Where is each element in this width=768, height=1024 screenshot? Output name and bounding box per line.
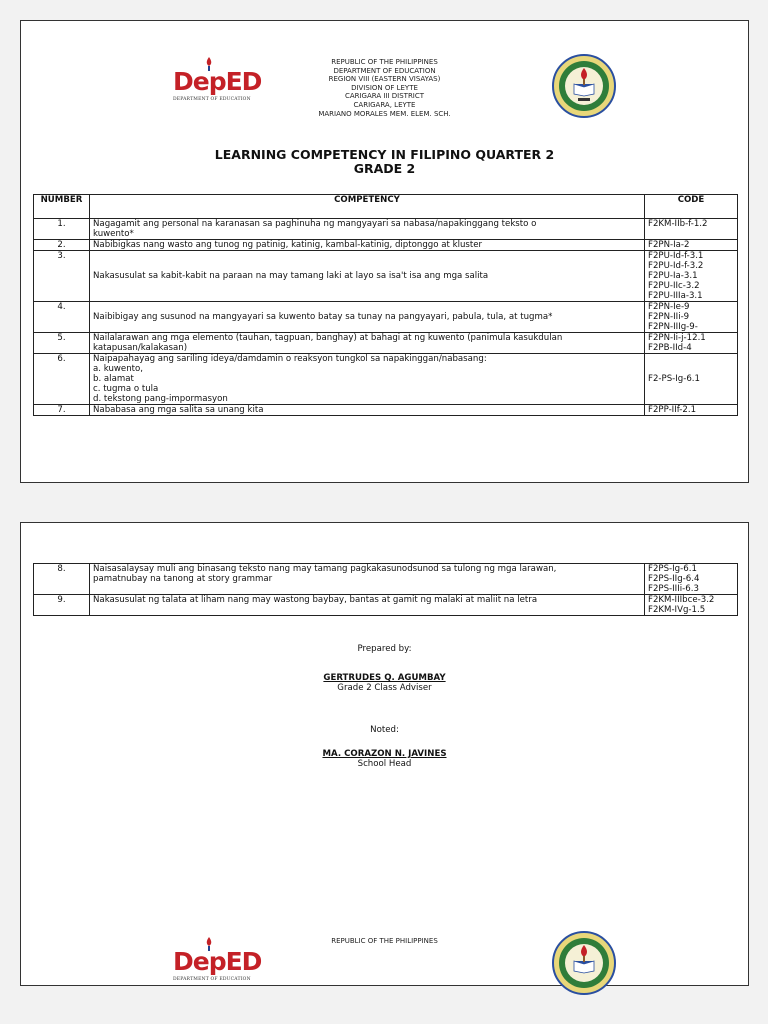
code-line: F2PU-IIc-3.2 — [648, 281, 700, 291]
prepared-by-label: Prepared by: — [357, 644, 412, 654]
table-row — [34, 302, 738, 333]
logo-text-part: ED — [225, 947, 262, 976]
row-number: 6. — [34, 354, 90, 405]
prepared-by-title: Grade 2 Class Adviser — [337, 683, 432, 693]
row-competency — [90, 354, 645, 405]
code-line: F2PU-Id-f-3.1 — [648, 251, 704, 261]
code-line: F2PS-IIg-6.4 — [648, 574, 700, 584]
row-code — [645, 564, 738, 595]
competency-line: kuwento* — [93, 229, 134, 239]
competency-line: Nabibigkas nang wasto ang tunog ng patinig, katinig, kambal-katinig, diptonggo at kluster — [93, 240, 483, 250]
document-page-1 — [20, 20, 749, 483]
code-line: F2PU-Id-f-3.2 — [648, 261, 704, 271]
row-code — [645, 219, 738, 240]
agency-line: CARIGARA III DISTRICT — [344, 92, 425, 101]
competency-line: pamatnubay na tanong at story grammar — [93, 574, 273, 584]
row-code — [645, 405, 738, 416]
competency-table — [33, 194, 738, 416]
row-number: 2. — [34, 240, 90, 251]
row-number: 9. — [34, 595, 90, 616]
row-number: 8. — [34, 564, 90, 595]
row-code — [645, 302, 738, 333]
row-competency — [90, 595, 645, 616]
agency-line: CARIGARA, LEYTE — [353, 100, 416, 109]
deped-logo-subtext: DEPARTMENT OF EDUCATION — [173, 977, 251, 982]
deped-logo-subtext: DEPARTMENT OF EDUCATION — [173, 97, 251, 102]
code-line: F2PS-Ig-6.1 — [648, 564, 697, 574]
agency-line: DIVISION OF LEYTE — [351, 83, 418, 92]
code-line: F2PU-Ia-3.1 — [648, 271, 698, 281]
code-line: F2PU-IIIa-3.1 — [648, 291, 703, 301]
competency-line: Nakasusulat ng talata at liham nang may wastong baybay, bantas at gamit ng malaki at maliit na letra — [93, 595, 538, 605]
logo-text-part: Dep — [173, 67, 226, 96]
header-code: CODE — [645, 195, 738, 219]
row-competency — [90, 564, 645, 595]
agency-line: REPUBLIC OF THE PHILIPPINES — [331, 58, 438, 66]
title-line-2: GRADE 2 — [353, 161, 416, 176]
code-line: F2PS-IIIi-6.3 — [648, 584, 699, 594]
table-row — [34, 354, 738, 405]
school-seal-icon — [552, 931, 616, 995]
row-competency — [90, 333, 645, 354]
table-row — [34, 405, 738, 416]
deped-logo — [173, 941, 262, 989]
row-code — [645, 354, 738, 405]
competency-line: b. alamat — [93, 374, 134, 384]
code-line: F2KM-IIb-f-1.2 — [648, 219, 708, 229]
code-line: F2PN-Ia-2 — [648, 240, 690, 250]
table-row — [34, 240, 738, 251]
competency-line: a. kuwento, — [93, 364, 144, 374]
logo-text-part: ED — [225, 67, 262, 96]
table-row — [34, 251, 738, 302]
code-line: F2KM-IIIbce-3.2 — [648, 595, 715, 605]
row-competency — [90, 240, 645, 251]
noted-label: Noted: — [370, 725, 399, 735]
row-competency — [90, 251, 645, 302]
header-number: NUMBER — [34, 195, 90, 219]
table-row — [34, 219, 738, 240]
row-competency — [90, 405, 645, 416]
competency-line: c. tugma o tula — [93, 384, 159, 394]
code-line: F2PN-IIi-9 — [648, 312, 690, 322]
agency-line: REPUBLIC OF THE PHILIPPINES — [331, 937, 438, 945]
table-header-row — [34, 195, 738, 219]
agency-header — [21, 58, 748, 118]
document-title — [21, 148, 748, 176]
code-line: F2PP-IIf-2.1 — [648, 405, 697, 415]
noted-name: MA. CORAZON N. JAVINES — [322, 749, 447, 759]
noted-title: School Head — [357, 759, 412, 769]
row-competency — [90, 302, 645, 333]
row-code — [645, 333, 738, 354]
competency-line: Nakasusulat sa kabit-kabit na paraan na may tamang laki at layo sa isa't isa ang mga salita — [93, 271, 489, 281]
competency-line: Nagagamit ang personal na karanasan sa paghinuha ng mangyayari sa nabasa/napakinggang teksto o — [93, 219, 537, 229]
table-row — [34, 564, 738, 595]
competency-line: Naipapahayag ang sariling ideya/damdamin o reaksyon tungkol sa napakinggan/nabasang: — [93, 354, 487, 364]
code-line: F2-PS-Ig-6.1 — [648, 374, 701, 384]
row-number: 3. — [34, 251, 90, 302]
table-row — [34, 333, 738, 354]
competency-line: Naisasalaysay muli ang binasang teksto nang may tamang pagkakasunodsunod sa tulong ng mga larawan, — [93, 564, 557, 574]
row-number: 1. — [34, 219, 90, 240]
row-number: 4. — [34, 302, 90, 333]
competency-line: katapusan/kalakasan) — [93, 343, 188, 353]
code-line: F2PN-Ii-j-12.1 — [648, 333, 706, 343]
title-line-1: LEARNING COMPETENCY IN FILIPINO QUARTER 2 — [214, 147, 555, 162]
agency-line: DEPARTMENT OF EDUCATION — [333, 66, 436, 75]
competency-line: d. tekstong pang-impormasyon — [93, 394, 228, 404]
code-line: F2KM-IVg-1.5 — [648, 605, 706, 615]
table-row — [34, 595, 738, 616]
competency-line: Nailalarawan ang mga elemento (tauhan, tagpuan, banghay) at bahagi at ng kuwento (panimula kasukdulan — [93, 333, 563, 343]
school-seal-icon — [552, 54, 616, 118]
row-code — [645, 251, 738, 302]
header-competency: COMPETENCY — [90, 195, 645, 219]
row-competency — [90, 219, 645, 240]
code-line: F2PN-Ie-9 — [648, 302, 690, 312]
row-number: 7. — [34, 405, 90, 416]
competency-line: Naibibigay ang susunod na mangyayari sa kuwento batay sa tunay na pangyayari, pabula, tula, at tugma* — [93, 312, 553, 322]
row-code — [645, 595, 738, 616]
agency-line: REGION VIII (EASTERN VISAYAS) — [328, 75, 441, 84]
prepared-by-name: GERTRUDES Q. AGUMBAY — [323, 673, 446, 683]
row-number: 5. — [34, 333, 90, 354]
document-page-2 — [20, 522, 749, 986]
logo-text-part: Dep — [173, 947, 226, 976]
row-code — [645, 240, 738, 251]
code-line: F2PN-IIIg-9- — [648, 322, 698, 332]
competency-line: Nababasa ang mga salita sa unang kita — [93, 405, 264, 415]
code-line: F2PB-IId-4 — [648, 343, 692, 353]
deped-logo-text — [173, 949, 261, 974]
agency-line: MARIANO MORALES MEM. ELEM. SCH. — [318, 109, 451, 118]
competency-table-continued — [33, 563, 738, 616]
agency-header — [21, 937, 748, 946]
